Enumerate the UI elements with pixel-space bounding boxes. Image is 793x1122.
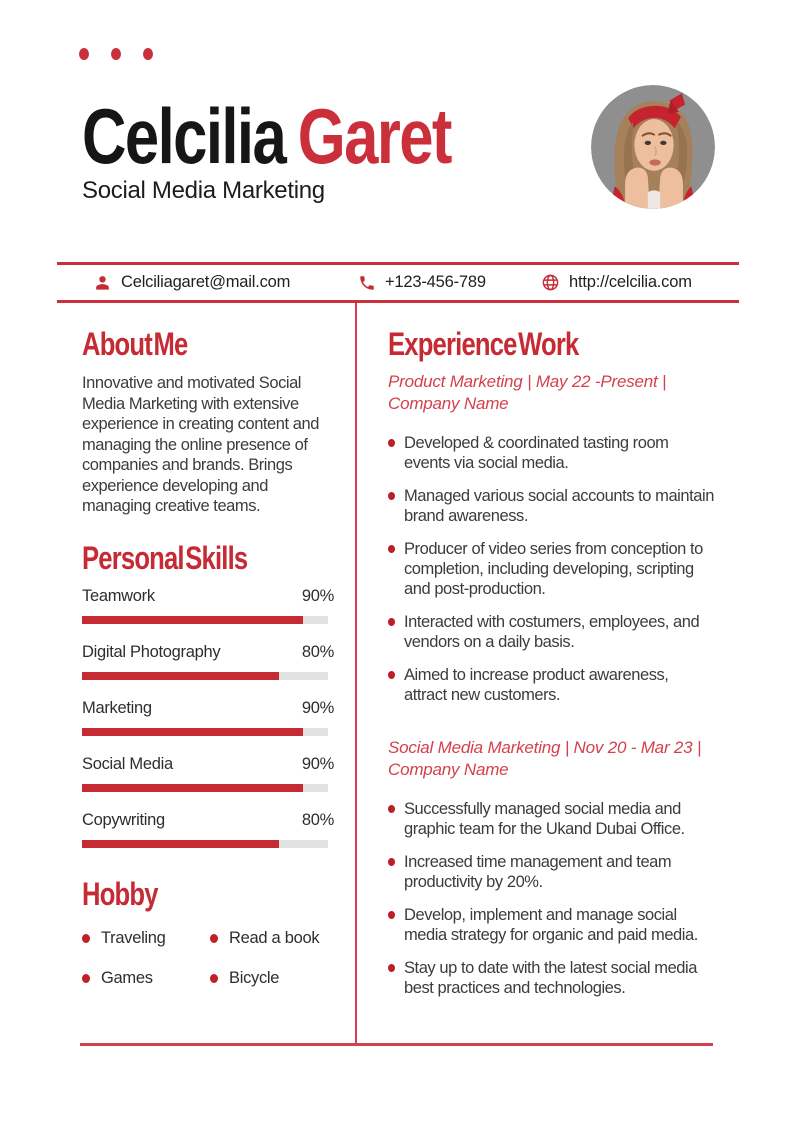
hobby-label: Read a book <box>229 929 320 947</box>
job-bullet-text: Successfully managed social media and graphic team for the Ukand Dubai Office. <box>404 800 685 838</box>
skill-item-header <box>82 755 334 775</box>
phone-icon <box>358 274 376 292</box>
skill-item <box>82 755 334 792</box>
globe-icon <box>541 273 560 292</box>
profile-photo-illustration <box>591 85 715 209</box>
job-bullet <box>388 852 714 892</box>
job-bullet <box>388 486 714 526</box>
bullet-dot-icon <box>388 852 404 892</box>
decorative-dot <box>111 48 121 60</box>
bullet-dot-icon <box>210 934 218 943</box>
skill-item-header <box>82 587 334 607</box>
skill-label: Social Media <box>82 754 173 773</box>
job-bullet <box>388 539 714 599</box>
job-subtitle: Social Media Marketing <box>82 177 325 204</box>
skill-label: Copywriting <box>82 810 165 829</box>
skill-item <box>82 587 334 624</box>
skill-label: Teamwork <box>82 586 155 605</box>
job-title <box>388 737 714 780</box>
bullet-dot-icon <box>388 799 404 839</box>
hobby-item <box>210 968 334 990</box>
person-first-name: Celcilia <box>82 92 286 180</box>
bullet-dot-icon <box>388 539 404 599</box>
job-bullet <box>388 433 714 473</box>
job-title-line: Company Name <box>388 759 509 779</box>
decorative-dot <box>143 48 153 60</box>
hobby-heading: Hobby <box>82 875 158 912</box>
job-title-line: Company Name <box>388 393 509 413</box>
job-bullet <box>388 665 714 705</box>
job-bullet-text: Increased time management and team productivity by 20%. <box>404 853 672 891</box>
contact-email[interactable] <box>93 265 290 300</box>
hobby-item <box>82 928 210 950</box>
skill-item <box>82 699 334 736</box>
skill-progress-fill <box>82 672 279 680</box>
contact-bar <box>57 262 739 303</box>
skill-progress-track <box>82 728 328 736</box>
skill-percent: 80% <box>301 642 334 661</box>
job-bullet <box>388 905 714 945</box>
job-title <box>388 371 714 414</box>
about-text: Innovative and motivated Social Media Marketing with extensive experience in creating content and managing the online presence of companies and brands. Brings experience developing and managing creative teams. <box>82 374 319 515</box>
skill-item-header <box>82 699 334 719</box>
skill-label: Digital Photography <box>82 642 221 661</box>
contact-website-value: http://celcilia.com <box>569 273 692 291</box>
hobby-label: Games <box>101 969 153 987</box>
skill-item <box>82 643 334 680</box>
skill-progress-track <box>82 840 328 848</box>
skill-percent: 90% <box>301 586 334 605</box>
person-last-name: Garet <box>297 92 451 180</box>
experience-heading: Experience Work <box>388 326 579 362</box>
job-bullet-text: Developed & coordinated tasting room events via social media. <box>404 434 669 472</box>
bullet-dot-icon <box>388 486 404 526</box>
bullet-dot-icon <box>388 665 404 705</box>
job-bullet-text: Managed various social accounts to maintain brand awareness. <box>404 487 714 525</box>
footer-line <box>80 1043 713 1046</box>
job-bullet <box>388 612 714 652</box>
profile-photo <box>591 85 715 209</box>
job-bullet <box>388 799 714 839</box>
skill-progress-track <box>82 616 328 624</box>
bullet-dot-icon <box>210 974 218 983</box>
job-bullet-list <box>388 433 714 705</box>
job-bullet-text: Producer of video series from conception to completion, including developing, scripting and post-production. <box>404 540 703 598</box>
job-bullet <box>388 958 714 998</box>
skill-progress-track <box>82 672 328 680</box>
contact-phone-value: +123-456-789 <box>385 273 486 291</box>
job-bullet-text: Stay up to date with the latest social media best practices and technologies. <box>404 959 697 997</box>
skill-progress-fill <box>82 784 303 792</box>
skill-item-header <box>82 643 334 663</box>
hobby-item <box>210 928 334 950</box>
person-name <box>82 92 549 180</box>
bullet-dot-icon <box>388 612 404 652</box>
experience-jobs <box>388 371 714 998</box>
skill-percent: 90% <box>301 698 334 717</box>
column-divider-line <box>355 303 357 1044</box>
skill-progress-fill <box>82 616 303 624</box>
skills-heading: Personal Skills <box>82 539 248 576</box>
hobby-label: Traveling <box>101 929 166 947</box>
hobby-label: Bicycle <box>229 969 280 987</box>
bullet-dot-icon <box>82 934 90 943</box>
right-column <box>388 302 714 1011</box>
skills-list <box>82 587 334 848</box>
skill-item-header <box>82 811 334 831</box>
job-bullet-list <box>388 799 714 998</box>
job-bullet-text: Aimed to increase product awareness, attract new customers. <box>404 666 669 704</box>
left-column <box>82 302 334 990</box>
bullet-dot-icon <box>388 433 404 473</box>
skill-percent: 90% <box>301 754 334 773</box>
skill-progress-fill <box>82 840 279 848</box>
bullet-dot-icon <box>388 905 404 945</box>
bullet-dot-icon <box>388 958 404 998</box>
contact-website[interactable] <box>541 265 692 300</box>
skill-item <box>82 811 334 848</box>
skill-progress-track <box>82 784 328 792</box>
skill-progress-fill <box>82 728 303 736</box>
job-title-line: Product Marketing | May 22 -Present | <box>388 372 667 391</box>
skill-label: Marketing <box>82 698 152 717</box>
contact-phone[interactable] <box>358 265 486 300</box>
person-icon <box>93 273 112 292</box>
contact-email-value: Celciliagaret@mail.com <box>121 273 291 291</box>
hobby-list <box>82 928 334 990</box>
about-heading: About Me <box>82 326 188 362</box>
bullet-dot-icon <box>82 974 90 983</box>
job-bullet-text: Interacted with costumers, employees, and vendors on a daily basis. <box>404 613 700 651</box>
job-title-line: Social Media Marketing | Nov 20 - Mar 23 | <box>388 738 702 757</box>
job-bullet-text: Develop, implement and manage social media strategy for organic and paid media. <box>404 906 698 944</box>
decorative-dot <box>79 48 89 60</box>
hobby-item <box>82 968 210 990</box>
skill-percent: 80% <box>301 810 334 829</box>
